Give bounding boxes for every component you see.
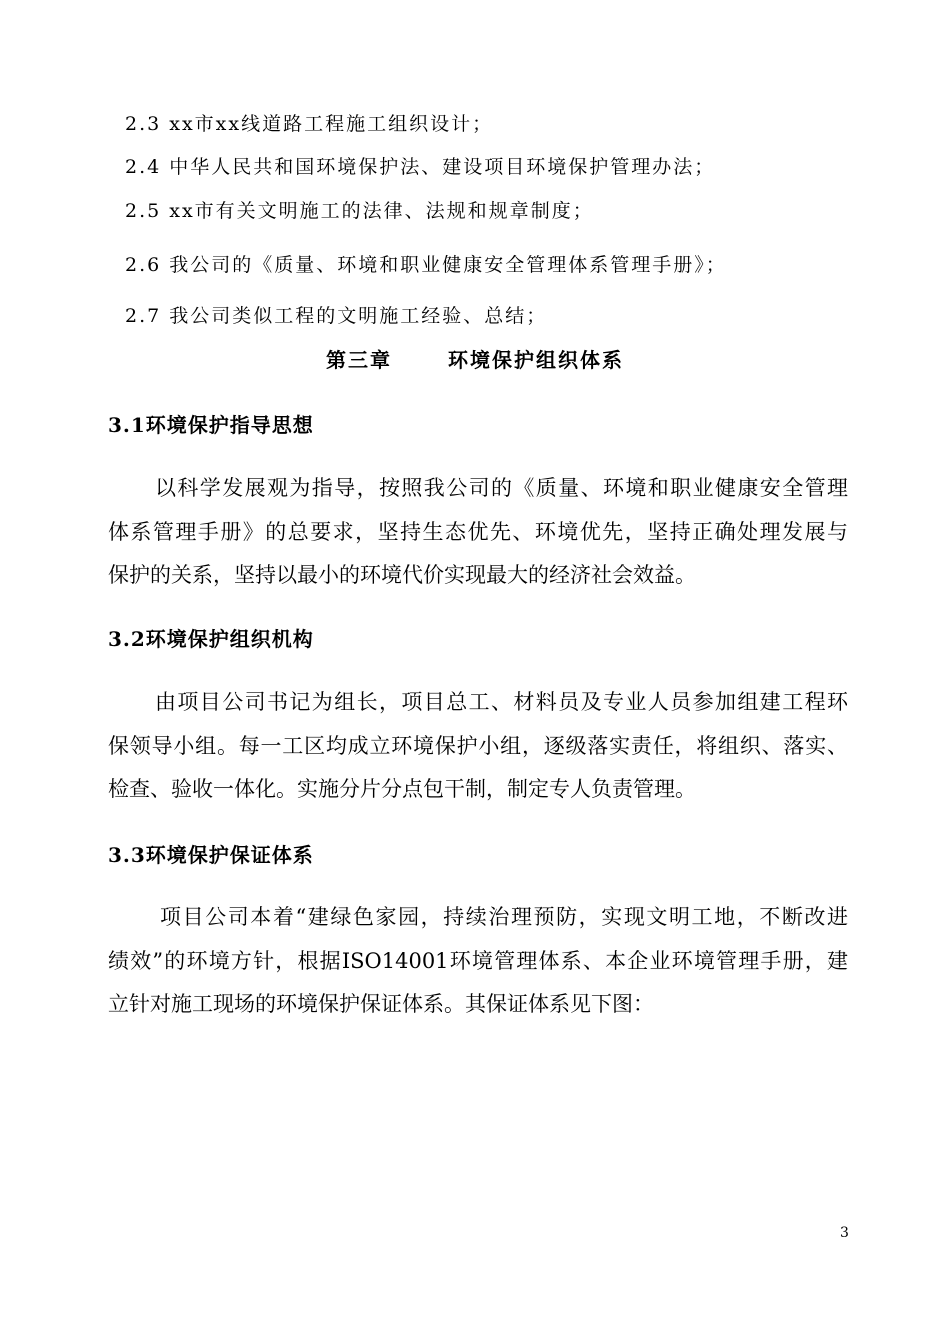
chapter-name: 环境保护组织体系: [448, 348, 624, 372]
section-heading-3-2: 3.2环境保护组织机构: [108, 627, 314, 651]
paragraph-line: 由项目公司书记为组长，项目总工、材料员及专业人员参加组建工程环: [155, 690, 848, 714]
page-number: 3: [840, 1225, 849, 1241]
reference-item-2-7: 2.7 我公司类似工程的文明施工经验、总结；: [125, 305, 548, 327]
paragraph-line: 体系管理手册》的总要求，坚持生态优先、环境优先，坚持正确处理发展与: [108, 520, 848, 544]
chapter-title: [0, 347, 950, 373]
reference-item-2-6: 2.6 我公司的《质量、环境和职业健康安全管理体系管理手册》；: [125, 254, 727, 276]
paragraph-line: 立针对施工现场的环境保护保证体系。其保证体系见下图：: [108, 992, 654, 1016]
chapter-number: 第三章: [326, 348, 392, 372]
section-heading-3-1: 3.1环境保护指导思想: [108, 413, 314, 437]
paragraph-line: 项目公司本着“建绿色家园，持续治理预防，实现文明工地，不断改进: [160, 905, 848, 929]
paragraph-line: 绩效”的环境方针，根据ISO14001环境管理体系、本企业环境管理手册，建: [108, 949, 848, 973]
reference-item-2-5: 2.5 xx市有关文明施工的法律、法规和规章制度；: [125, 200, 594, 222]
paragraph-line: 保领导小组。每一工区均成立环境保护小组，逐级落实责任，将组织、落实、: [108, 734, 848, 758]
paragraph-line: 以科学发展观为指导，按照我公司的《质量、环境和职业健康安全管理: [155, 476, 848, 500]
reference-item-2-3: 2.3 xx市xx线道路工程施工组织设计；: [125, 113, 494, 135]
reference-item-2-4: 2.4 中华人民共和国环境保护法、建设项目环境保护管理办法；: [125, 156, 716, 178]
paragraph-line: 保护的关系，坚持以最小的环境代价实现最大的经济社会效益。: [108, 563, 696, 587]
section-heading-3-3: 3.3环境保护保证体系: [108, 843, 314, 867]
paragraph-line: 检查、验收一体化。实施分片分点包干制，制定专人负责管理。: [108, 777, 696, 801]
